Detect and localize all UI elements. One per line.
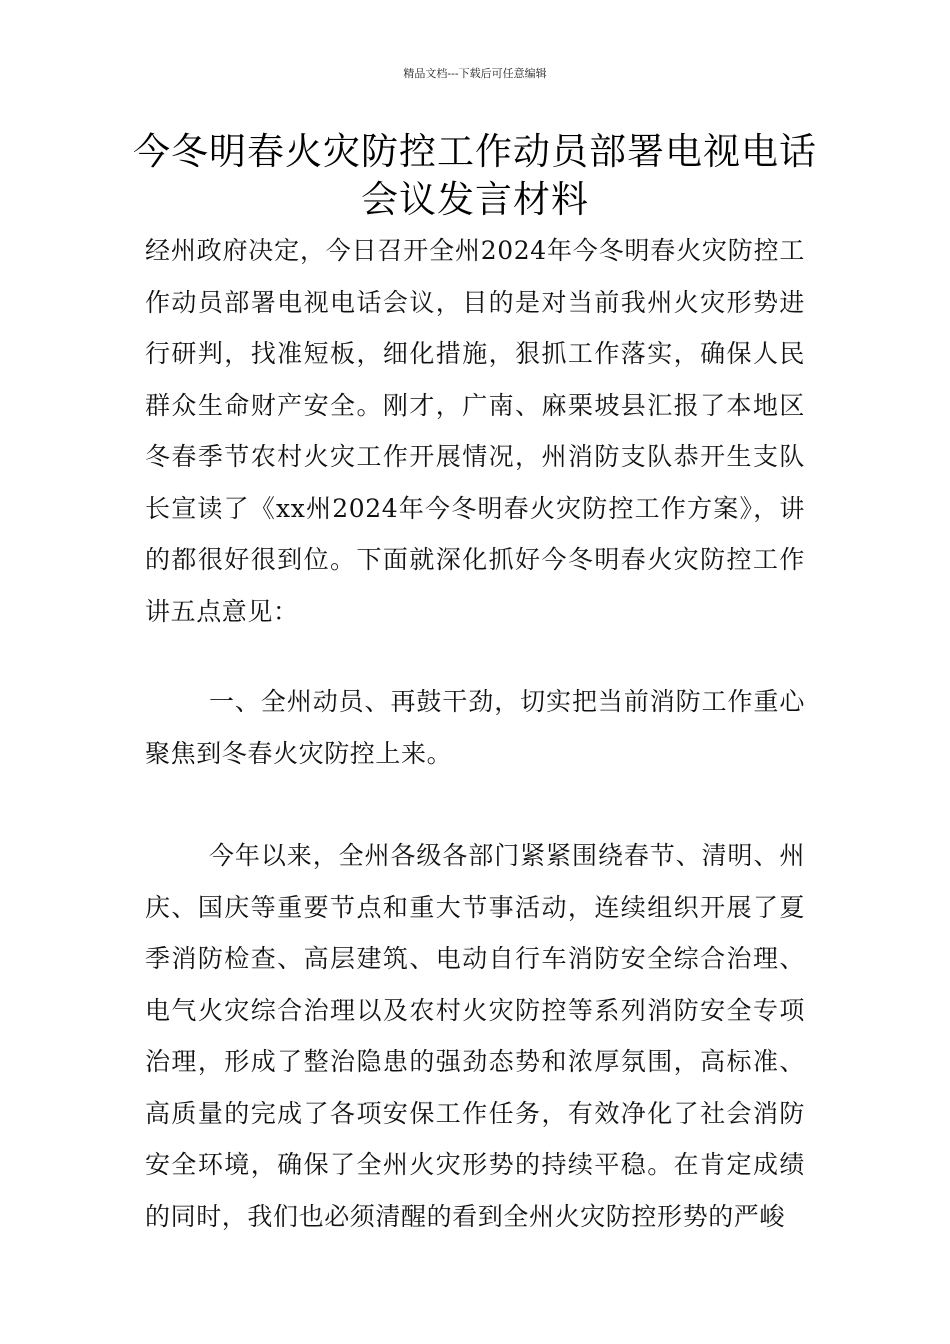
paragraph-section-heading-1: 一、全州动员、再鼓干劲，切实把当前消防工作重心聚焦到冬春火灾防控上来。 (145, 687, 805, 768)
document-header-note: 精品文档---下载后可任意编辑 (403, 67, 547, 80)
document-title: 今冬明春火灾防控工作动员部署电视电话会议发言材料 (133, 130, 817, 221)
paragraph-intro: 经州政府决定，今日召开全州2024年今冬明春火灾防控工作动员部署电视电话会议，目的是对当前我州火灾形势进行研判，找准短板，细化措施，狠抓工作落实，确保人民群众生命财产安全。刚才，广南、麻栗坡县汇报了本地区冬春季节农村火灾工作开展情况，州消防支队恭开生支队长宣读了《xx州2024年今冬明春火灾防控工作方案》，讲的都很好很到位。下面就深化抓好今冬明春火灾防控工作讲五点意见： (145, 236, 805, 626)
paragraph-section-body-1: 今年以来，全州各级各部门紧紧围绕春节、清明、州庆、国庆等重要节点和重大节事活动，连续组织开展了夏季消防检查、高层建筑、电动自行车消防安全综合治理、电气火灾综合治理以及农村火灾防控等系列消防安全专项治理，形成了整治隐患的强劲态势和浓厚氛围，高标准、高质量的完成了各项安保工作任务，有效净化了社会消防安全环境，确保了全州火灾形势的持续平稳。在肯定成绩的同时，我们也必须清醒的看到全州火灾防控形势的严峻 (145, 841, 805, 1231)
